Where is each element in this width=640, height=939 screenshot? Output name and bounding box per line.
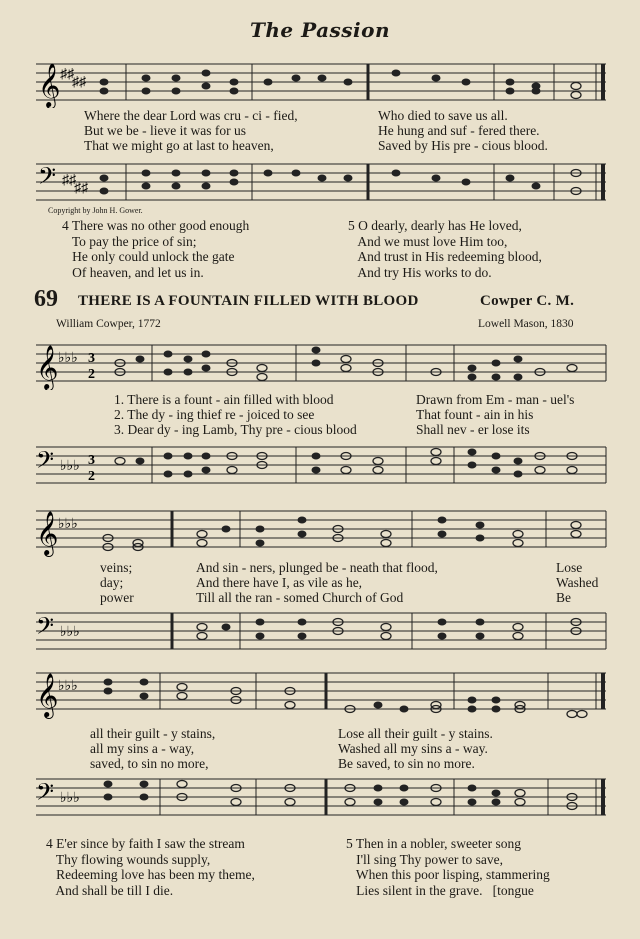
passion-lyric-3b: Saved by His pre - cious blood. xyxy=(378,138,548,153)
hymn-author: William Cowper, 1772 xyxy=(56,318,161,330)
system3-lyrics xyxy=(0,726,640,772)
s2-lyric-1a: veins; xyxy=(100,560,133,575)
passion-lyric-1b: Who died to save us all. xyxy=(378,108,508,123)
svg-text:2: 2 xyxy=(88,469,95,484)
svg-text:♭♭♭: ♭♭♭ xyxy=(58,517,78,532)
s3-lyric-2b: Washed all my sins a - way. xyxy=(338,741,488,756)
s1-lyric-1b: Drawn from Em - man - uel's xyxy=(416,392,575,407)
svg-text:3: 3 xyxy=(88,351,95,366)
system1-bass-staff xyxy=(0,440,640,492)
s3-lyric-1a: all their guilt - y stains, xyxy=(90,726,216,741)
svg-text:𝄢: 𝄢 xyxy=(36,446,55,479)
svg-text:3: 3 xyxy=(88,453,95,468)
page-title: The Passion xyxy=(249,18,391,42)
s2-lyric-3c: Be xyxy=(556,590,571,605)
s2-lyric-1c: Lose xyxy=(556,560,583,575)
passion-verse-5: 5 O dearly, dearly has He loved, And we must love Him too, And trust in His redeeming blood, And try His works to do. xyxy=(348,218,542,280)
passion-bass-staff xyxy=(0,158,640,208)
s2-lyric-3a: power xyxy=(100,590,134,605)
system3-treble-staff xyxy=(0,664,640,726)
svg-text:𝄞: 𝄞 xyxy=(36,673,59,717)
svg-text:♭♭♭: ♭♭♭ xyxy=(60,791,80,806)
hymn-title: THERE IS A FOUNTAIN FILLED WITH BLOOD xyxy=(78,293,419,309)
svg-text:♯♯: ♯♯ xyxy=(74,181,88,196)
hymn-number: 69 xyxy=(34,286,58,312)
svg-text:♭♭♭: ♭♭♭ xyxy=(58,679,78,694)
hymn-composer: Lowell Mason, 1830 xyxy=(478,318,574,330)
svg-text:♭♭♭: ♭♭♭ xyxy=(60,625,80,640)
svg-text:𝄢: 𝄢 xyxy=(36,778,55,811)
passion-lyrics xyxy=(0,108,640,158)
hymn-verse-4: 4 E'er since by faith I saw the stream Thy flowing wounds supply, Redeeming love has been my theme, And shall be till I die. xyxy=(46,836,255,898)
svg-text:♯♯: ♯♯ xyxy=(72,75,86,90)
s1-lyric-2b: That fount - ain in his xyxy=(416,407,534,422)
svg-text:2: 2 xyxy=(88,367,95,382)
s3-lyric-1b: Lose all their guilt - y stains. xyxy=(338,726,493,741)
s2-lyric-1b: And sin - ners, plunged be - neath that flood, xyxy=(196,560,438,575)
s1-lyric-3a: 3. Dear dy - ing Lamb, Thy pre - cious blood xyxy=(114,422,357,437)
svg-text:𝄢: 𝄢 xyxy=(38,162,57,195)
passion-verse-4: 4 There was no other good enough To pay the price of sin; He only could unlock the gate Of heaven, and let us in. xyxy=(62,218,250,280)
copyright-note: Copyright by John H. Gower. xyxy=(48,206,143,215)
s3-lyric-3b: Be saved, to sin no more. xyxy=(338,756,475,771)
s2-lyric-2a: day; xyxy=(100,575,124,590)
passion-lyric-1a: Where the dear Lord was cru - ci - fied, xyxy=(84,108,298,123)
system1-treble-staff xyxy=(0,338,640,390)
system2-treble-staff xyxy=(0,502,640,558)
system2-bass-staff xyxy=(0,606,640,658)
s2-lyric-2b: And there have I, as vile as he, xyxy=(196,575,363,590)
tune-name: Cowper C. M. xyxy=(480,293,575,309)
s3-lyric-2a: all my sins a - way, xyxy=(90,741,195,756)
system2-lyrics xyxy=(0,560,640,606)
system1-lyrics xyxy=(0,392,640,438)
passion-lyric-2a: But we be - lieve it was for us xyxy=(84,123,246,138)
svg-text:♯♯: ♯♯ xyxy=(62,173,76,188)
s2-lyric-3b: Till all the ran - somed Church of God xyxy=(196,590,404,605)
s2-lyric-2c: Washed xyxy=(556,575,599,590)
svg-text:𝄞: 𝄞 xyxy=(38,63,61,107)
svg-text:𝄞: 𝄞 xyxy=(36,511,59,555)
s3-lyric-3a: saved, to sin no more, xyxy=(90,756,209,771)
hymn-verse-5: 5 Then in a nobler, sweeter song I'll sing Thy power to save, When this poor lisping, stammering Lies silent in the grave. [tongue xyxy=(346,836,550,898)
svg-text:♭♭♭: ♭♭♭ xyxy=(60,459,80,474)
s1-lyric-2a: 2. The dy - ing thief re - joiced to see xyxy=(114,407,315,422)
svg-text:♭♭♭: ♭♭♭ xyxy=(58,351,78,366)
passion-lyric-2b: He hung and suf - fered there. xyxy=(378,123,540,138)
passion-lyric-3a: That we might go at last to heaven, xyxy=(84,138,274,153)
svg-text:𝄞: 𝄞 xyxy=(36,345,59,389)
svg-text:♯♯: ♯♯ xyxy=(60,67,74,82)
s1-lyric-3b: Shall nev - er lose its xyxy=(416,422,530,437)
s1-lyric-1a: 1. There is a fount - ain filled with blood xyxy=(114,392,334,407)
system3-bass-staff xyxy=(0,772,640,824)
svg-text:𝄢: 𝄢 xyxy=(36,612,55,645)
passion-treble-staff xyxy=(0,58,640,108)
